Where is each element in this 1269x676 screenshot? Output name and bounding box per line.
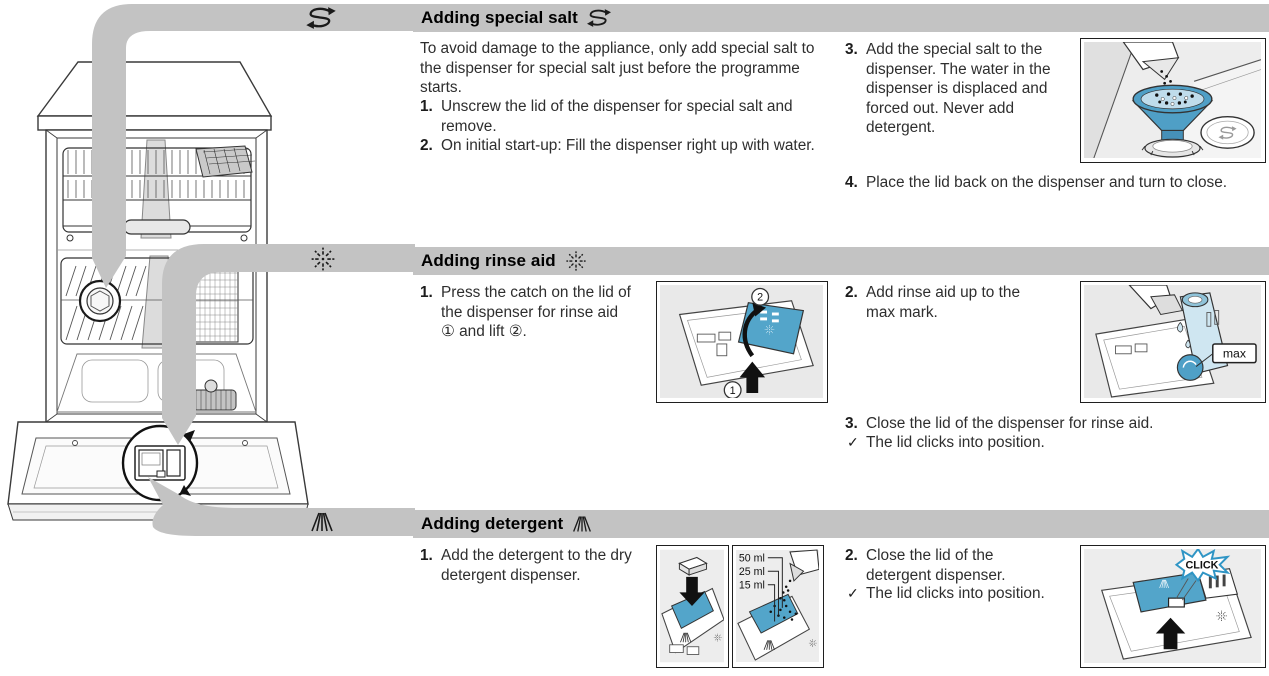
step-text: On initial start-up: Fill the dispenser right up with water. xyxy=(441,137,815,154)
worktop xyxy=(38,62,271,130)
section-title: Adding rinse aid xyxy=(421,251,556,270)
step-number: 3. xyxy=(845,41,858,58)
figure-detergent-click xyxy=(1080,545,1266,668)
step-text: Press the catch on the lid of the dispenser for rinse aid ① and lift ②. xyxy=(441,284,631,340)
section-header-detergent xyxy=(413,510,1269,538)
section-header-rinse-aid xyxy=(413,247,1269,275)
figure-label-lift: 2 xyxy=(757,291,764,304)
rinse-step-1 xyxy=(420,283,632,342)
step-number: 2. xyxy=(420,137,433,154)
salt-intro: To avoid damage to the appliance, only add special salt to the dispenser for special salt just before the programme starts. xyxy=(420,40,815,96)
figure-rinse-max xyxy=(1080,281,1266,403)
salt-step-1 xyxy=(420,97,820,136)
step-number: 3. xyxy=(845,415,858,432)
step-text: Add the special salt to the dispenser. The water in the dispenser is displaced and forced out. Never add detergent. xyxy=(866,41,1051,136)
section-header-special-salt xyxy=(413,4,1269,32)
step-number: 2. xyxy=(845,547,858,564)
label-15ml: 15 ml xyxy=(738,579,765,592)
detergent-icon xyxy=(572,514,592,534)
rinse-step-2 xyxy=(845,283,1050,322)
dishwasher-diagram xyxy=(0,0,415,676)
step-text: Place the lid back on the dispenser and turn to close. xyxy=(866,174,1228,191)
salt-icon xyxy=(587,8,611,28)
det-step-1 xyxy=(420,546,632,585)
salt-step-4 xyxy=(845,173,1265,193)
rinse-result xyxy=(845,433,1265,453)
label-50ml: 50 ml xyxy=(738,552,765,565)
salt-step-2 xyxy=(420,136,820,156)
tub-floor xyxy=(57,354,256,412)
figure-salt-funnel xyxy=(1080,38,1266,163)
step-number: 1. xyxy=(420,284,433,301)
lid-latch xyxy=(1169,598,1185,607)
click-label: CLICK xyxy=(1185,559,1219,572)
salt-lid xyxy=(1201,117,1254,148)
step-number: 1. xyxy=(420,547,433,564)
check-icon: ✓ xyxy=(847,585,859,601)
result-text: The lid clicks into position. xyxy=(866,434,1045,451)
step-number: 4. xyxy=(845,174,858,191)
figure-rinse-open xyxy=(656,281,828,403)
step-number: 1. xyxy=(420,98,433,115)
figure-detergent-tab xyxy=(656,545,729,668)
step-number: 2. xyxy=(845,284,858,301)
salt-dispenser-opening xyxy=(1142,139,1203,157)
check-icon: ✓ xyxy=(847,434,859,450)
step-text: Add rinse aid up to the max mark. xyxy=(866,284,1021,321)
rinse-fill-opening xyxy=(1177,355,1203,381)
section-title: Adding detergent xyxy=(421,514,564,533)
salt-step-3 xyxy=(845,40,1061,138)
label-25ml: 25 ml xyxy=(738,566,765,579)
rinse-aid-icon xyxy=(565,250,587,272)
result-text: The lid clicks into position. xyxy=(866,585,1045,602)
step-text: Close the lid of the detergent dispenser. xyxy=(866,547,1006,584)
det-result xyxy=(845,584,1075,604)
salt-dispenser-cap xyxy=(80,281,120,321)
det-step-2 xyxy=(845,546,1059,585)
step-text: Unscrew the lid of the dispenser for special salt and remove. xyxy=(441,98,793,135)
step-text: Add the detergent to the dry detergent dispenser. xyxy=(441,547,632,584)
section-title: Adding special salt xyxy=(421,8,578,27)
figure-label-press: 1 xyxy=(729,385,736,398)
rinse-step-3 xyxy=(845,414,1265,434)
step-text: Close the lid of the dispenser for rinse aid. xyxy=(866,415,1154,432)
max-label: max xyxy=(1222,346,1246,361)
figure-detergent-powder xyxy=(732,545,824,668)
